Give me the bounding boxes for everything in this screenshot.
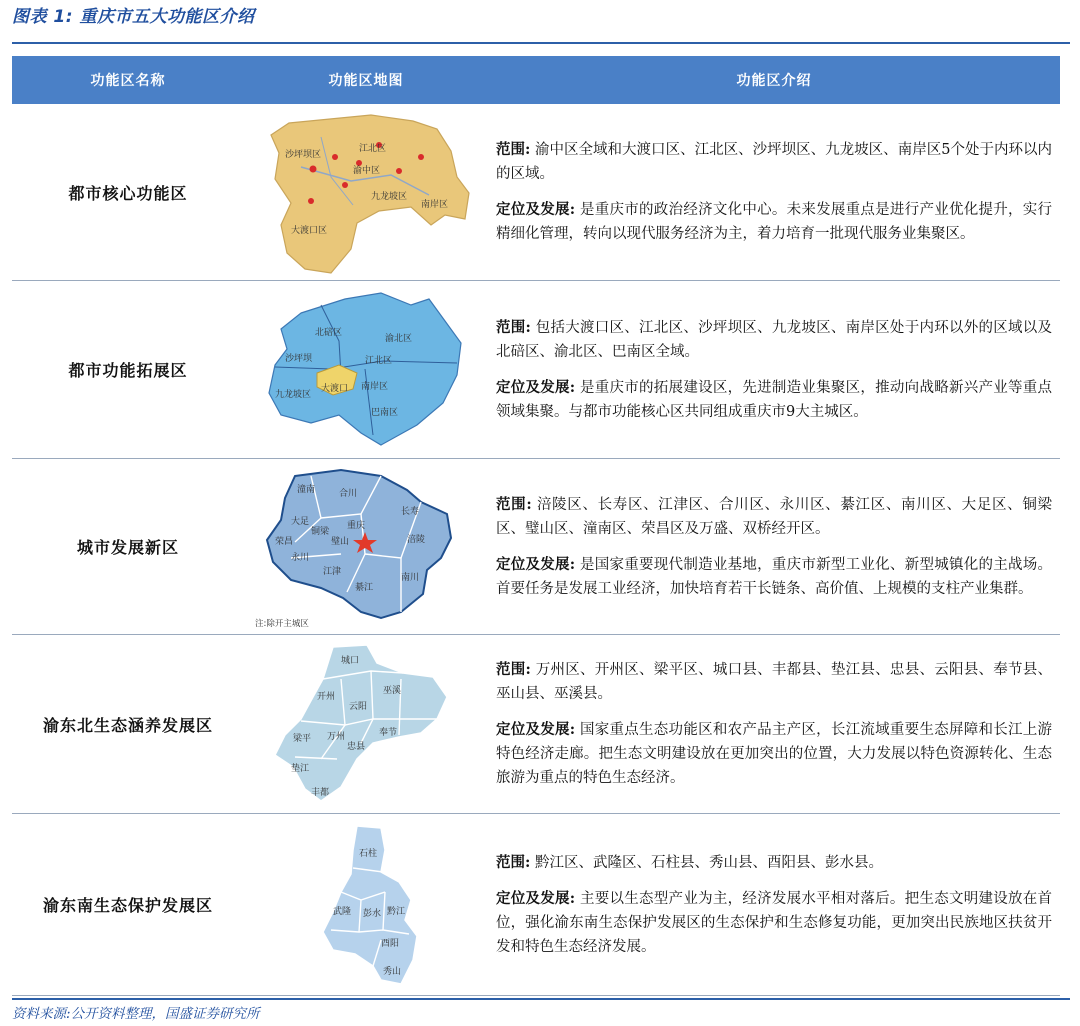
table-header-row — [12, 56, 1060, 104]
map-label: 云阳 — [349, 702, 368, 712]
zone-map-cell — [244, 459, 488, 635]
zone-name: 都市核心功能区 — [12, 104, 244, 281]
zone-name: 渝东南生态保护发展区 — [12, 814, 244, 996]
table-row — [12, 281, 1060, 459]
zone-name: 城市发展新区 — [12, 459, 244, 635]
map-label: 潼南 — [297, 484, 316, 495]
scope-text: 万州区、开州区、梁平区、城口县、丰都县、垫江县、忠县、云阳县、奉节县、巫山县、巫溪县。 — [496, 662, 1053, 702]
map-label: 巴南区 — [371, 407, 399, 418]
zone-map-cell — [244, 104, 488, 281]
development-text: 主要以生态型产业为主，经济发展水平相对落后。把生态文明建设放在首位，强化渝东南生态保护发展区的生态保护和生态修复功能，更加突出民族地区扶贫开发和特色生态经济发展。 — [496, 890, 1052, 955]
zone-description — [488, 814, 1060, 996]
zone-map-image — [261, 639, 471, 809]
function-zone-table — [12, 56, 1060, 996]
zone-map-image — [251, 462, 481, 632]
map-label: 黔江 — [387, 906, 406, 917]
development-text: 是国家重要现代制造业基地，重庆市新型工业化、新型城镇化的主战场。首要任务是发展工业经济，加快培育若干长链条、高价值、上规模的支柱产业集群。 — [496, 556, 1052, 597]
figure-caption: 图表 1: 重庆市五大功能区介绍 — [12, 7, 255, 27]
zone-map-cell — [244, 814, 488, 996]
development-label: 定位及发展: — [496, 555, 576, 573]
source-note: 资料来源:公开资料整理，国盛证券研究所 — [12, 1006, 260, 1022]
header-zone-name: 功能区名称 — [12, 56, 244, 104]
map-label: 渝北区 — [385, 333, 413, 344]
header-zone-map: 功能区地图 — [244, 56, 488, 104]
map-label: 酉阳 — [381, 938, 400, 949]
map-label: 江北区 — [365, 355, 393, 366]
development-text: 是重庆市的拓展建设区，先进制造业集聚区，推动向战略新兴产业等重点领域集聚。与都市功能核心区共同组成重庆市9大主城区。 — [496, 379, 1052, 420]
map-label: 大渡口区 — [291, 226, 328, 236]
zone-description — [488, 635, 1060, 814]
map-label: 合川 — [339, 488, 358, 499]
scope-label: 范围: — [496, 495, 532, 513]
zone-description — [488, 459, 1060, 635]
development-text: 是重庆市的政治经济文化中心。未来发展重点是进行产业优化提升，实行精细化管理，转向以现代服务经济为主，着力培育一批现代服务业集聚区。 — [496, 202, 1052, 242]
zone-description — [488, 104, 1060, 281]
header-zone-intro: 功能区介绍 — [488, 56, 1060, 104]
map-label: 长寿 — [401, 506, 420, 517]
map-label: 九龙坡区 — [371, 192, 408, 202]
map-label: 奉节 — [379, 728, 398, 738]
map-label: 璧山 — [331, 536, 350, 547]
development-paragraph — [496, 553, 1052, 601]
map-label: 丰都 — [311, 788, 330, 798]
development-label: 定位及发展: — [496, 721, 576, 738]
zone-map-image — [261, 820, 471, 990]
scope-paragraph — [496, 316, 1052, 364]
map-label: 铜梁 — [311, 526, 330, 537]
scope-text: 包括大渡口区、江北区、沙坪坝区、九龙坡区、南岸区处于内环以外的区域以及北碚区、渝北区、巴南区全域。 — [496, 319, 1053, 360]
map-label: 垫江 — [291, 764, 310, 774]
map-label: 重庆 — [347, 520, 366, 531]
map-label: 武隆 — [333, 906, 352, 917]
zone-name: 渝东北生态涵养发展区 — [12, 635, 244, 814]
zone-map-image — [261, 107, 471, 277]
map-label: 巫溪 — [383, 686, 402, 696]
map-label: 彭水 — [363, 908, 382, 919]
bottom-divider — [12, 998, 1070, 1000]
map-region-northeast — [275, 645, 447, 801]
zone-name: 都市功能拓展区 — [12, 281, 244, 459]
table-row — [12, 814, 1060, 996]
map-label: 九龙坡区 — [275, 389, 312, 400]
map-label: 綦江 — [355, 582, 374, 593]
development-label: 定位及发展: — [496, 378, 576, 396]
scope-paragraph — [496, 493, 1052, 541]
scope-label: 范围: — [496, 318, 531, 336]
map-label: 梁平 — [293, 734, 312, 744]
map-label: 大足 — [291, 516, 310, 527]
map-label: 南岸区 — [361, 381, 389, 392]
zone-map-cell — [244, 635, 488, 814]
map-label: 江津 — [323, 566, 342, 577]
map-label: 开州 — [317, 692, 336, 702]
scope-paragraph — [496, 658, 1052, 706]
table-row — [12, 459, 1060, 635]
map-label: 江北区 — [359, 144, 387, 154]
development-paragraph — [496, 887, 1052, 959]
development-label: 定位及发展: — [496, 889, 576, 907]
scope-label: 范围: — [496, 853, 531, 871]
development-label: 定位及发展: — [496, 201, 576, 218]
map-label: 荣昌 — [275, 536, 294, 547]
map-label: 永川 — [291, 552, 310, 563]
scope-text: 黔江区、武隆区、石柱县、秀山县、酉阳县、彭水县。 — [534, 854, 883, 871]
map-label: 城口 — [341, 656, 360, 666]
scope-paragraph — [496, 851, 1052, 875]
scope-paragraph — [496, 138, 1052, 186]
zone-description — [488, 281, 1060, 459]
table-row — [12, 635, 1060, 814]
map-label: 秀山 — [383, 966, 402, 977]
map-label: 沙坪坝区 — [285, 150, 322, 160]
zone-map-cell — [244, 281, 488, 459]
development-text: 国家重点生态功能区和农产品主产区，长江流域重要生态屏障和长江上游特色经济走廊。把生态文明建设放在更加突出的位置，大力发展以特色资源转化、生态旅游为重点的特色生态经济。 — [496, 722, 1052, 786]
map-label: 大渡口 — [321, 383, 349, 394]
map-label: 南川 — [401, 572, 420, 583]
table-row — [12, 104, 1060, 281]
development-paragraph — [496, 198, 1052, 246]
scope-label: 范围: — [496, 661, 531, 678]
map-label: 北碚区 — [315, 327, 343, 338]
map-label: 沙坪坝 — [285, 353, 313, 364]
map-label: 石柱 — [359, 848, 378, 859]
scope-label: 范围: — [496, 141, 531, 158]
scope-text: 涪陵区、长寿区、江津区、合川区、永川区、綦江区、南川区、大足区、铜梁区、璧山区、潼南区、荣昌区及万盛、双桥经开区。 — [496, 496, 1052, 537]
map-region-core — [271, 115, 469, 273]
top-divider — [12, 42, 1070, 44]
development-paragraph — [496, 718, 1052, 790]
development-paragraph — [496, 376, 1052, 424]
map-label: 渝中区 — [353, 166, 381, 176]
zone-map-image — [261, 285, 471, 455]
map-label: 涪陵 — [407, 534, 426, 545]
scope-text: 渝中区全域和大渡口区、江北区、沙坪坝区、九龙坡区、南岸区5个处于内环以内的区域。 — [496, 142, 1052, 182]
map-label: 忠县 — [347, 742, 366, 752]
map-note: 注:除开主城区 — [255, 618, 309, 629]
map-label: 南岸区 — [421, 200, 449, 210]
map-label: 万州 — [327, 732, 346, 742]
